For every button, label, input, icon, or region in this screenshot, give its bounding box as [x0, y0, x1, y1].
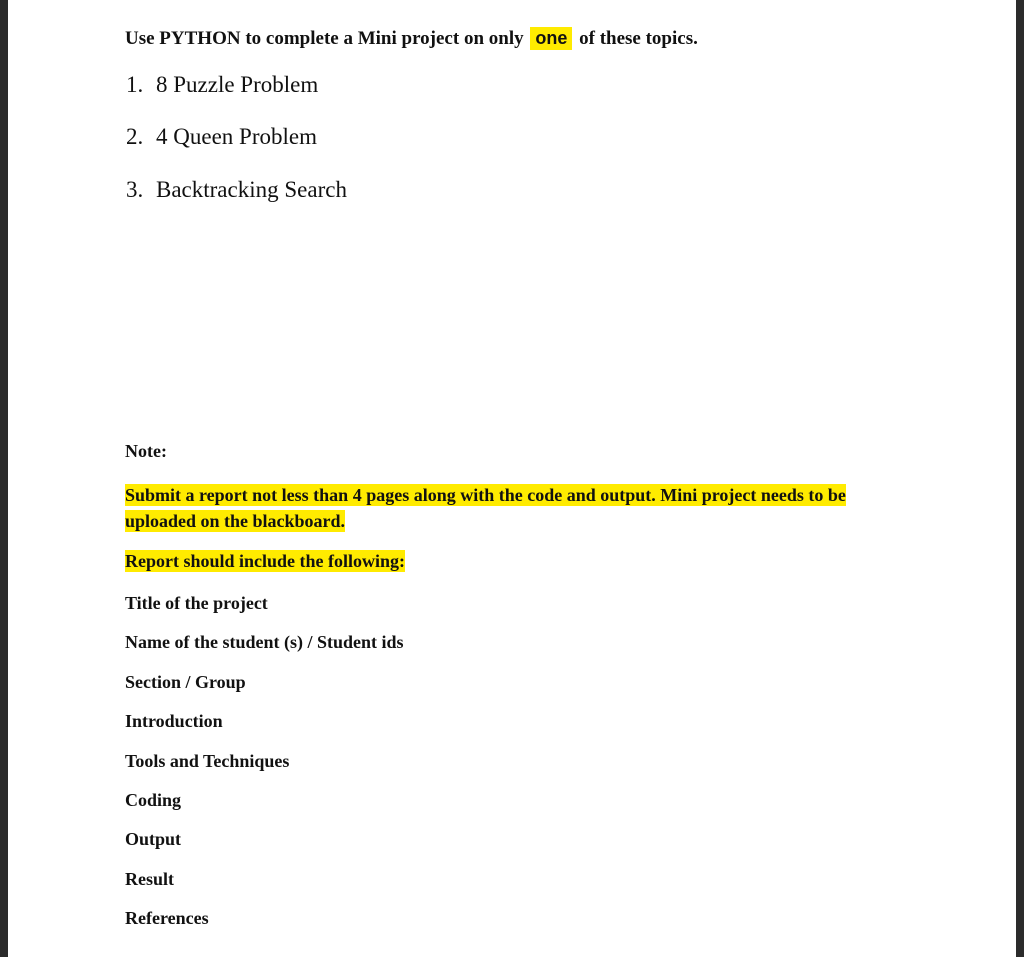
topic-item — [126, 124, 317, 150]
intro-line — [125, 28, 698, 50]
report-item: Output — [125, 829, 182, 850]
report-item: References — [125, 908, 209, 929]
report-item: Section / Group — [125, 671, 246, 692]
topic-number: 1. — [126, 72, 144, 97]
report-item: Coding — [125, 789, 182, 810]
topic-label: 4 Queen Problem — [156, 124, 317, 149]
report-item: Introduction — [125, 711, 223, 732]
topic-label: 8 Puzzle Problem — [156, 72, 319, 97]
highlighted-word: one — [530, 27, 572, 50]
document-page — [8, 0, 1016, 957]
report-item: Title of the project — [125, 593, 268, 613]
topic-item — [126, 72, 318, 98]
submission-text: Submit a report not less than 4 pages along with the code and output. Mini project needs to be uploaded on the blackboard. — [125, 485, 846, 531]
topic-number: 3. — [126, 177, 144, 202]
intro-before: Use PYTHON to complete a Mini project on only — [125, 28, 524, 49]
report-item: Name of the student (s) / Student ids — [125, 632, 404, 653]
intro-after: of these topics. — [579, 28, 698, 49]
submission-instructions — [125, 482, 915, 534]
report-item: Result — [125, 868, 174, 889]
topic-item — [126, 177, 347, 203]
report-heading — [125, 551, 405, 572]
topic-number: 2. — [126, 124, 144, 149]
report-item: Tools and Techniques — [125, 750, 290, 771]
topic-label: Backtracking Search — [156, 177, 347, 202]
note-heading: Note: — [125, 441, 167, 461]
report-items-list — [125, 593, 404, 948]
report-heading-text: Report should include the following: — [125, 551, 406, 571]
